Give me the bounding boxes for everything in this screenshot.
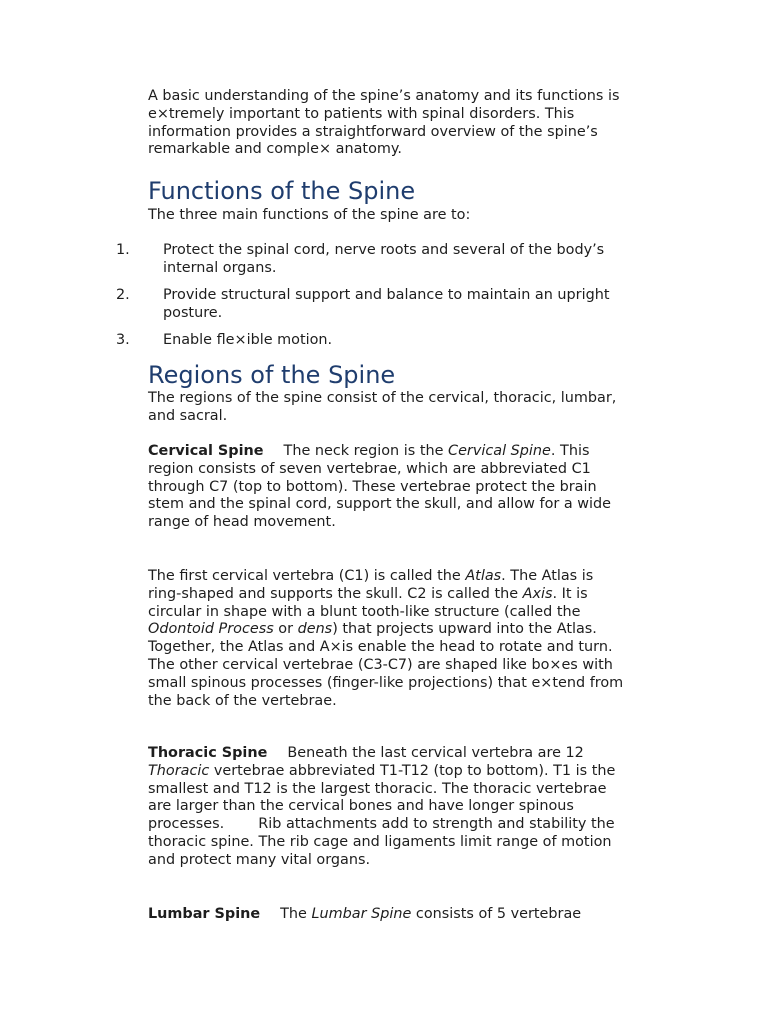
thoracic-term: Thoracic Spine: [148, 745, 268, 761]
functions-heading: Functions of the Spine: [148, 177, 416, 205]
intro-paragraph: A basic understanding of the spine’s anatomy and its functions is e×tremely important to patients with spinal disorders. This information provides a straightforward overview of the spine’s remarkable and comple× anatomy.: [148, 88, 620, 158]
list-text: Provide structural support and balance to maintain an upright posture.: [163, 287, 610, 321]
regions-heading: Regions of the Spine: [148, 361, 396, 389]
regions-lead: The regions of the spine consist of the cervical, thoracic, lumbar, and sacral.: [148, 390, 617, 424]
list-number: 2.: [116, 287, 130, 303]
list-number: 3.: [116, 332, 130, 348]
list-number: 1.: [116, 242, 130, 258]
cervical-term: Cervical Spine: [148, 443, 264, 459]
list-text: Protect the spinal cord, nerve roots and several of the body’s internal organs.: [163, 242, 605, 276]
thoracic-paragraph: Thoracic Spine Beneath the last cervical vertebra are 12 Thoracic vertebrae abbreviated T1-T12 (top to bottom). T1 is the smallest and T12 is the largest thoracic. The thoracic vertebrae are larger than the cervical bones and have longer spinous processes. Rib attachments add to strength and stability the thoracic spine. The rib cage and ligaments limit range of motion and protect many vital organs.: [148, 745, 616, 868]
functions-lead: The three main functions of the spine are to:: [148, 207, 471, 223]
atlas-paragraph: The first cervical vertebra (C1) is called the Atlas. The Atlas is ring-shaped and supports the skull. C2 is called the Axis. It is circular in shape with a blunt tooth-like structure (called the Odontoid Process or dens) that projects upward into the Atlas. Together, the Atlas and A×is enable the head to rotate and turn. The other cervical vertebrae (C3-C7) are shaped like bo×es with small spinous processes (finger-like projections) that e×tend from the back of the vertebrae.: [148, 568, 624, 709]
cervical-paragraph: Cervical Spine The neck region is the Cervical Spine. This region consists of seven vertebrae, which are abbreviated C1 through C7 (top to bottom). These vertebrae protect the brain stem and the spinal cord, support the skull, and allow for a wide range of head movement.: [148, 443, 612, 531]
lumbar-paragraph: Lumbar Spine The Lumbar Spine consists of 5 vertebrae: [148, 906, 582, 922]
list-text: Enable fle×ible motion.: [163, 332, 333, 348]
lumbar-term: Lumbar Spine: [148, 906, 261, 922]
